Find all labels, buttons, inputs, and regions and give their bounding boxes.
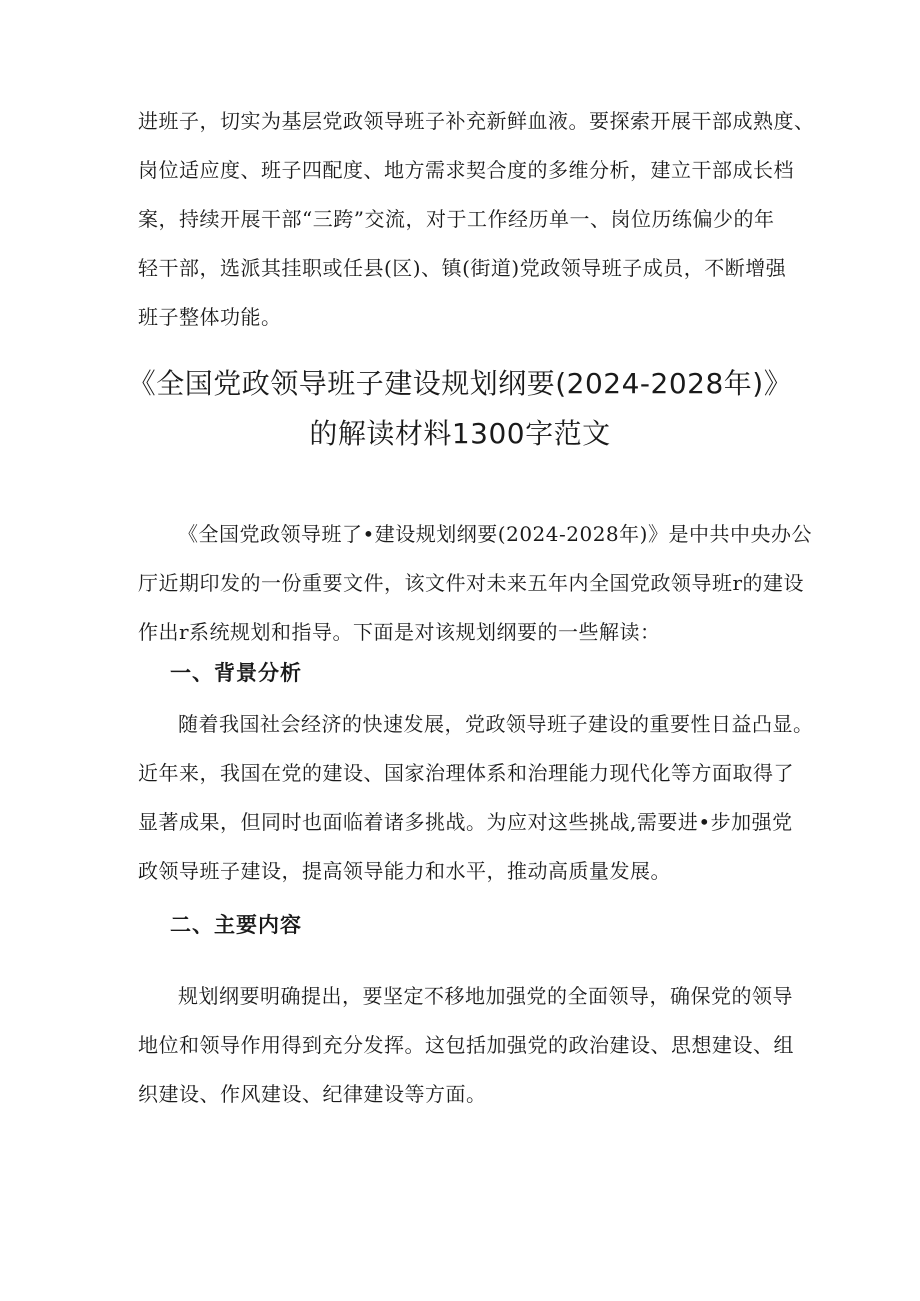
text-line: 班子整体功能。 [138,305,282,329]
text-line: 近年来，我国在党的建设、国家治理体系和治理能力现代化等方面取得了 [138,761,794,785]
text-line: 显著成果，但同时也面临着诸多挑战。为应对这些挑战,需要进•步加强党 [138,810,793,834]
summary-paragraph [138,510,812,657]
section-heading-background: 一、背景分析 [170,661,302,685]
text-line: 规划纲要明确提出，要坚定不移地加强党的全面领导，确保党的领导 [178,984,793,1008]
document-title-line-1: 《全国党政领导班子建设规划纲要(2024-2028年)》 [127,367,793,400]
text-line: 厅近期印发的一份重要文件，该文件对未来五年内全国党政领导班r的建设 [138,571,805,595]
text-line: 案，持续开展干部“三跨”交流，对于工作经历单一、岗位历练偏少的年 [138,207,775,231]
text-line: 政领导班子建设，提高领导能力和水平，推动高质量发展。 [138,859,671,883]
intro-paragraph [138,97,815,342]
main-content-paragraph [138,972,798,1119]
text-line: 地位和领导作用得到充分发挥。这包括加强党的政治建设、思想建设、组 [138,1033,794,1057]
text-line: 岗位适应度、班子四配度、地方需求契合度的多维分析，建立干部成长档 [138,158,794,182]
text-line: 进班子，切实为基层党政领导班子补充新鲜血液。要探索开展干部成熟度、 [138,109,815,133]
text-line: 织建设、作风建设、纪律建设等方面。 [138,1082,487,1106]
text-line: 作出r系统规划和指导。下面是对该规划纲要的一些解读： [138,620,661,644]
section-heading-main-content: 二、主要内容 [170,913,302,937]
text-line: 轻干部，选派其挂职或任县(区)、镇(街道)党政领导班子成员，不断增强 [138,256,787,280]
text-line: 随着我国社会经济的快速发展，党政领导班子建设的重要性日益凸显。 [178,712,814,736]
document-title-line-2: 的解读材料1300字范文 [309,417,611,450]
background-paragraph [138,700,814,896]
text-line: 《全国党政领导班了•建设规划纲要(2024-2028年)》是中共中央办公 [178,522,812,546]
